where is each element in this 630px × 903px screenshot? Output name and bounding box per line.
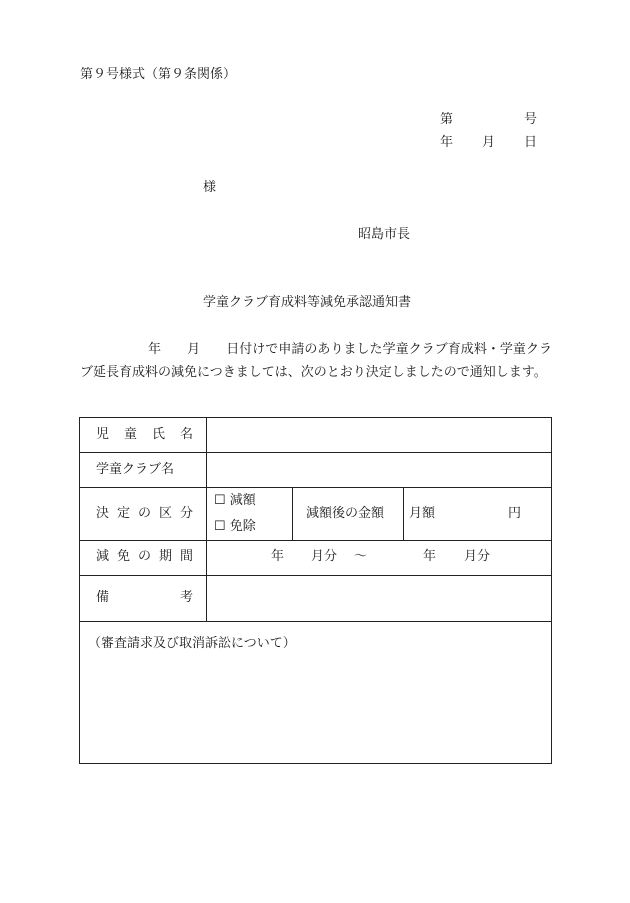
- period-start-year: 年: [271, 549, 285, 564]
- child-name-label: 児 童 氏 名: [96, 427, 193, 442]
- reduction-checkbox[interactable]: ☐ 減額: [214, 493, 256, 508]
- monthly-amount-label: 月額: [409, 506, 436, 521]
- addressee-honorific: 様: [203, 180, 217, 195]
- review-request-heading: （審査請求及び取消訴訟について）: [88, 636, 296, 651]
- issue-date-day: 日: [524, 135, 538, 150]
- issue-date-year: 年: [440, 135, 454, 150]
- body-date-year: 年: [148, 342, 162, 357]
- remarks-field[interactable]: [207, 576, 551, 621]
- period-separator: ～: [354, 549, 368, 564]
- notice-body: [80, 338, 552, 384]
- document-number-prefix: 第: [440, 112, 454, 127]
- child-name-field[interactable]: [207, 418, 551, 452]
- decision-label: 決 定 の 区 分: [96, 506, 193, 521]
- club-name-field[interactable]: [207, 453, 551, 487]
- period-end-month: 月分: [464, 549, 491, 564]
- period-start-month: 月分: [311, 549, 338, 564]
- decision-table: [79, 417, 552, 764]
- body-date-month: 月: [187, 342, 201, 357]
- exemption-checkbox[interactable]: ☐ 免除: [214, 519, 256, 534]
- yen-unit: 円: [508, 506, 522, 521]
- club-name-label: 学童クラブ名: [96, 462, 175, 477]
- body-text: 日付けで申請のありました学童クラブ育成料・学童クラブ延長育成料の減免につきましては、次のとおり決定しましたので通知します。: [80, 342, 552, 380]
- form-number: 第９号様式（第９条関係）: [80, 67, 237, 82]
- issue-date-month: 月: [482, 135, 496, 150]
- document-title: 学童クラブ育成料等減免承認通知書: [203, 295, 412, 310]
- issuer-name: 昭島市長: [358, 227, 411, 242]
- reduced-amount-label: 減額後の金額: [306, 506, 385, 521]
- period-label: 減 免 の 期 間: [96, 549, 193, 564]
- period-end-year: 年: [423, 549, 437, 564]
- document-number-suffix: 号: [524, 112, 538, 127]
- remarks-label: 備 考: [96, 590, 193, 605]
